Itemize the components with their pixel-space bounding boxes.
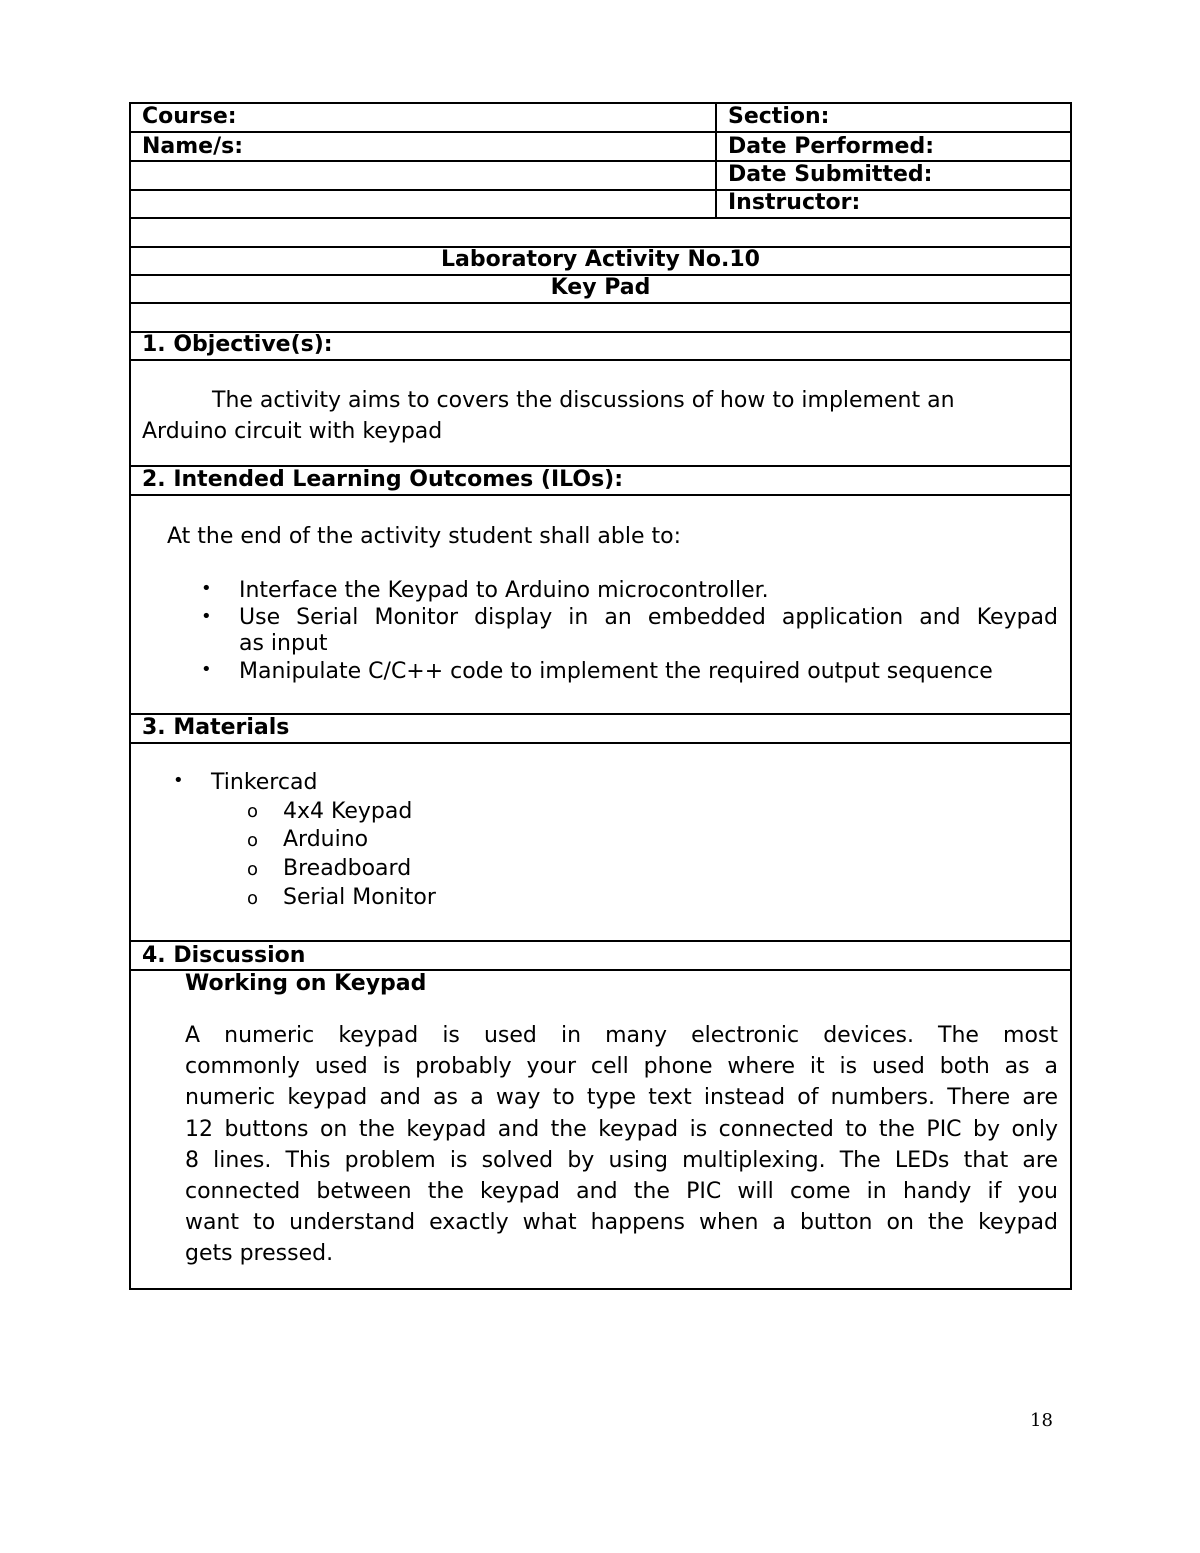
discussion-line: want to understand exactly what happens when a button on the keypad	[185, 1210, 1058, 1236]
objective-text-line-2: Arduino circuit with keypad	[142, 419, 443, 444]
discussion-line: connected between the keypad and the PIC will come in handy if you	[185, 1179, 1058, 1205]
bullet-icon: •	[201, 606, 212, 627]
page-number: 18	[1030, 1410, 1053, 1431]
discussion-line: A numeric keypad is used in many electronic devices. The most	[185, 1023, 1058, 1048]
row-divider	[129, 189, 1072, 191]
discussion-line: 8 lines. This problem is solved by using multiplexing. The LEDs that are	[185, 1147, 1058, 1173]
materials-main-item: Tinkercad	[211, 770, 318, 795]
activity-title: Laboratory Activity No.10	[441, 247, 760, 272]
circle-bullet-icon: o	[247, 830, 259, 851]
ilos-intro: At the end of the activity student shall able to:	[167, 524, 681, 549]
row-divider	[129, 494, 1072, 496]
circle-bullet-icon: o	[247, 888, 259, 909]
materials-sub-item: Serial Monitor	[283, 885, 436, 910]
names-label: Name/s:	[142, 134, 244, 159]
table-top-border	[129, 102, 1072, 104]
activity-topic: Key Pad	[550, 275, 651, 300]
instructor-label: Instructor:	[728, 190, 861, 215]
ilo-item-2-line-2: as input	[239, 631, 328, 656]
ilo-item-1: Interface the Keypad to Arduino microcontroller.	[239, 578, 769, 603]
row-divider	[129, 742, 1072, 744]
ilo-item-2	[239, 605, 1058, 657]
ilos-heading: 2. Intended Learning Outcomes (ILOs):	[142, 467, 624, 492]
row-divider	[129, 359, 1072, 361]
table-bottom-border	[129, 1288, 1072, 1290]
bullet-icon: •	[201, 659, 212, 680]
ilo-item-3: Manipulate C/C++ code to implement the required output sequence	[239, 659, 993, 684]
discussion-line: numeric keypad and as a way to type text instead of numbers. There are	[185, 1085, 1058, 1111]
materials-sub-item: 4x4 Keypad	[283, 799, 413, 824]
materials-sub-item: Arduino	[283, 827, 369, 852]
materials-sub-item: Breadboard	[283, 856, 412, 881]
date-submitted-label: Date Submitted:	[728, 162, 933, 187]
discussion-heading: 4. Discussion	[142, 943, 306, 968]
discussion-line: gets pressed.	[185, 1241, 334, 1267]
circle-bullet-icon: o	[247, 801, 259, 822]
discussion-paragraph	[185, 1020, 1058, 1270]
discussion-subheading: Working on Keypad	[185, 971, 427, 996]
objective-text-line-1: The activity aims to covers the discussions of how to implement an	[212, 388, 955, 413]
row-divider	[129, 217, 1072, 219]
discussion-line: commonly used is probably your cell phone where it is used both as a	[185, 1054, 1058, 1080]
bullet-icon: •	[201, 578, 212, 599]
circle-bullet-icon: o	[247, 859, 259, 880]
course-label: Course:	[142, 104, 237, 129]
materials-heading: 3. Materials	[142, 715, 290, 740]
section-label: Section:	[728, 104, 830, 129]
ilo-item-2-line-1: Use Serial Monitor display in an embedded application and Keypad	[239, 605, 1058, 630]
discussion-line: 12 buttons on the keypad and the keypad is connected to the PIC by only	[185, 1116, 1058, 1142]
bullet-icon: •	[173, 770, 184, 791]
objective-heading: 1. Objective(s):	[142, 332, 333, 357]
row-divider	[129, 302, 1072, 304]
date-performed-label: Date Performed:	[728, 134, 935, 159]
